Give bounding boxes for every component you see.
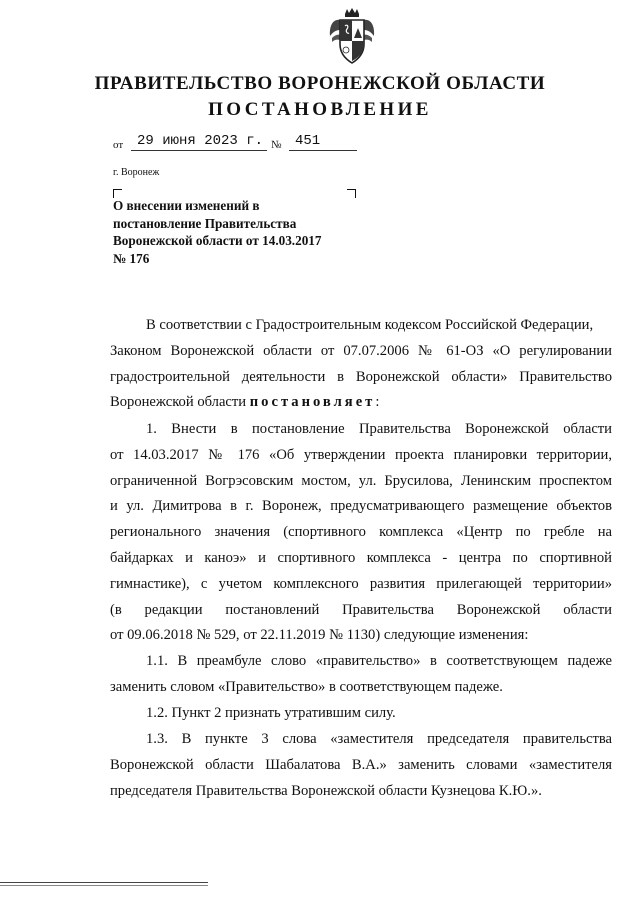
text-line: (в редакции постановлений Правительства Воронежской области	[110, 601, 612, 618]
text-line: 1.1. В преамбуле слово «правительство» в соответствующем падеже	[146, 653, 612, 669]
text-line: ограниченной Вогрэсовским мостом, ул. Брусилова, Ленинским проспектом	[110, 472, 612, 489]
government-name: ПРАВИТЕЛЬСТВО ВОРОНЕЖСКОЙ ОБЛАСТИ	[94, 73, 546, 94]
text-line: и ул. Димитрова в г. Воронеж, предусматривающего размещение объектов	[110, 498, 612, 515]
document-type: ПОСТАНОВЛЕНИЕ	[208, 99, 432, 120]
preamble-lead: Воронежской области	[110, 394, 247, 411]
text-line: от 14.03.2017 № 176 «Об утверждении проекта планировки территории,	[110, 446, 612, 463]
text-line: Законом Воронежской области от 07.07.2006 № 61-ОЗ «О регулировании	[110, 342, 612, 359]
preamble-paragraph	[110, 313, 612, 416]
footer-rule	[0, 885, 208, 886]
text-line: от 09.06.2018 № 529, от 22.11.2019 № 1130) следующие изменения:	[110, 627, 529, 644]
text-line: 1.3. В пункте 3 слова «заместителя председателя правительства	[146, 731, 612, 747]
text-line: Воронежской области Шабалатова В.А.» заменить словами «заместителя	[110, 756, 612, 773]
text-line: председателя Правительства Воронежской области Кузнецова К.Ю.».	[110, 782, 542, 799]
item-1-1-paragraph	[110, 649, 612, 701]
item-1-3-paragraph	[110, 727, 612, 804]
date-prefix: от	[113, 139, 124, 151]
footer-rule	[0, 882, 208, 883]
subject-line: № 176	[113, 250, 150, 266]
document-number: 451	[289, 133, 357, 151]
subject-line: О внесении изменений в	[113, 198, 260, 213]
text-line: регионального значения (спортивного комплекса «Центр по гребле на	[110, 524, 612, 541]
coat-of-arms-emblem	[327, 6, 377, 68]
text-line	[110, 390, 612, 416]
date-number-row	[113, 133, 413, 153]
text-line: градостроительной деятельности в Воронежской области» Правительство	[110, 368, 612, 385]
item-1-2-paragraph	[110, 701, 612, 727]
text-line: В соответствии с Градостроительным кодексом Российской Федерации,	[146, 317, 594, 333]
subject-line: Воронежской области от 14.03.2017	[113, 233, 322, 249]
text-line: байдарках и каноэ» и спортивного комплекса - центра по спортивной	[110, 549, 612, 566]
city: г. Воронеж	[113, 167, 160, 178]
text-line: гимнастике), с учетом комплексного развития прилегающей территории»	[110, 575, 612, 592]
colon: :	[375, 394, 380, 411]
document-subject	[113, 197, 373, 267]
document-date: 29 июня 2023 г.	[131, 133, 267, 151]
text-line: заменить словом «Правительство» в соответствующем падеже.	[110, 678, 503, 695]
subject-line: постановление Правительства	[113, 215, 297, 231]
decree-word: постановляет	[249, 394, 376, 411]
text-line: 1. Внести в постановление Правительства Воронежской области	[146, 421, 612, 437]
number-prefix: №	[271, 139, 282, 151]
item-1-paragraph	[110, 417, 612, 649]
text-line: 1.2. Пункт 2 признать утратившим силу.	[146, 705, 396, 721]
